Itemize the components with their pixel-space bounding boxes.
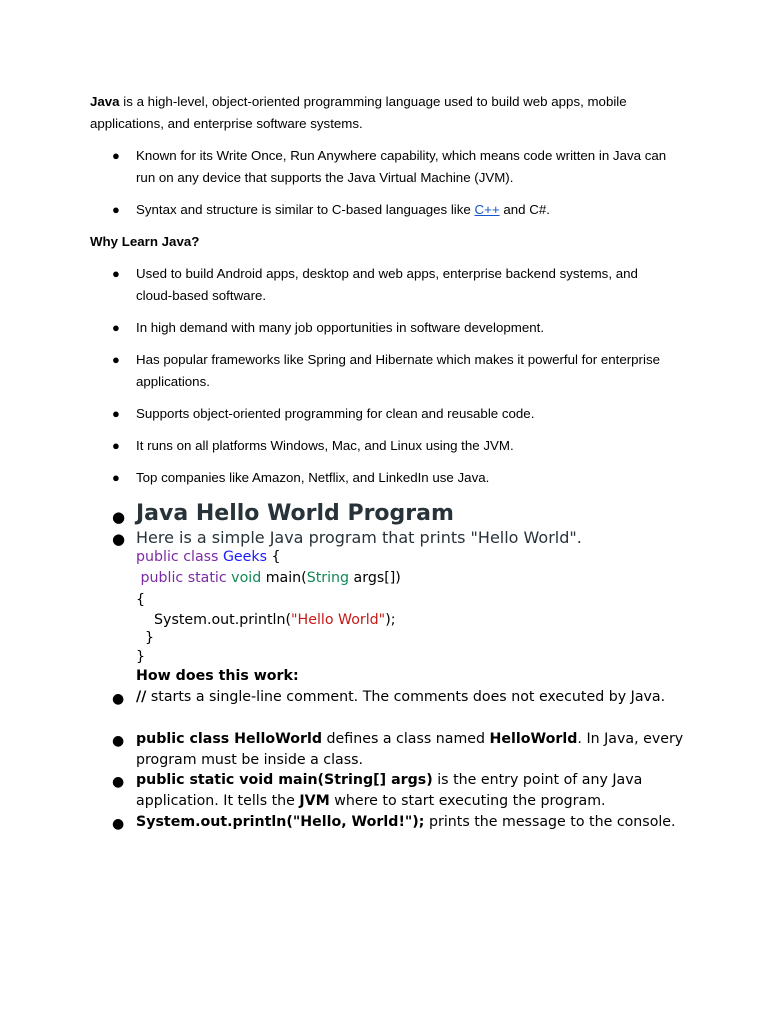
list-item-bold: JVM	[299, 792, 330, 809]
bullet-icon: ●	[112, 438, 120, 453]
bullet-icon: ●	[112, 816, 125, 832]
list-item-bold: public static void main(String[] args)	[136, 772, 433, 788]
code-text: {	[267, 549, 281, 565]
bullet-icon: ●	[112, 320, 120, 335]
code-type: String	[306, 570, 350, 586]
list-item-text-before: Syntax and structure is similar to C-based languages like	[136, 202, 475, 217]
code-string: "Hello World"	[291, 612, 386, 628]
hello-heading: Java Hello World Program	[136, 501, 454, 526]
how-heading: How does this work:	[136, 668, 299, 684]
list-item-plain: defines a class named	[322, 731, 490, 747]
list-item-plain: prints the message to the console.	[424, 814, 676, 830]
list-item-text: Used to build Android apps, desktop and web apps, enterprise backend systems, and cloud-based software.	[136, 266, 638, 303]
list-item-bold: HelloWorld	[489, 731, 578, 747]
bullet-icon: ●	[112, 148, 120, 163]
list-item-text	[136, 687, 686, 708]
code-line: {	[136, 592, 146, 608]
list-item-text: Top companies like Amazon, Netflix, and LinkedIn use Java.	[136, 470, 490, 485]
code-keyword: public class	[136, 549, 223, 565]
list-item-text	[136, 812, 686, 833]
list-item-bold: public class HelloWorld	[136, 731, 323, 747]
list-item-text	[136, 770, 686, 812]
bullet-icon: ●	[112, 691, 125, 707]
list-item-text	[136, 729, 686, 771]
code-line	[136, 610, 396, 630]
list-item-text	[136, 199, 676, 221]
list-item-text: Has popular frameworks like Spring and Hibernate which makes it powerful for enterprise applications.	[136, 352, 660, 389]
list-item-plain: starts a single-line comment. The comments does not executed by Java.	[146, 689, 666, 705]
list-item-text: Known for its Write Once, Run Anywhere capability, which means code written in Java can run on any device that supports the Java Virtual Machine (JVM).	[136, 148, 667, 185]
intro-term: Java	[90, 94, 120, 109]
intro-paragraph	[90, 91, 670, 135]
bullet-icon: ●	[112, 266, 120, 281]
bullet-icon: ●	[112, 774, 125, 790]
why-heading: Why Learn Java?	[90, 234, 200, 249]
code-line: }	[136, 630, 155, 646]
code-line	[136, 547, 281, 567]
list-item-bold: System.out.println("Hello, World!");	[136, 814, 425, 830]
list-item-plain: . In Java, every program must be inside a class.	[136, 731, 684, 768]
hello-heading-item	[112, 500, 712, 530]
code-class-name: Geeks	[222, 549, 267, 565]
list-item-plain: where to start executing the program.	[329, 792, 606, 809]
bullet-icon: ●	[112, 733, 125, 749]
code-line: }	[136, 649, 146, 665]
code-text: System.out.println(	[136, 612, 292, 628]
hello-subtitle: Here is a simple Java program that prints "Hello World".	[136, 528, 582, 547]
intro-text: is a high-level, object-oriented programming language used to build web apps, mobile applications, and enterprise software systems.	[90, 94, 627, 131]
list-item-text: It runs on all platforms Windows, Mac, and Linux using the JVM.	[136, 438, 514, 453]
bullet-icon: ●	[112, 352, 120, 367]
bullet-icon: ●	[112, 508, 126, 526]
code-text: main(	[261, 570, 307, 586]
list-item-text: Supports object-oriented programming for clean and reusable code.	[136, 406, 535, 421]
list-item-text: In high demand with many job opportunities in software development.	[136, 320, 545, 335]
bullet-icon: ●	[112, 406, 120, 421]
bullet-icon: ●	[112, 530, 126, 548]
code-type: void	[231, 570, 262, 586]
cpp-link[interactable]: C++	[474, 202, 500, 217]
code-line	[136, 568, 401, 588]
list-item-plain: is the entry point of any Java application. It tells the	[136, 772, 643, 809]
code-text: args[])	[349, 570, 401, 586]
list-item-text-after: and C#.	[499, 202, 550, 217]
list-item-bold: //	[136, 689, 147, 705]
code-text: );	[385, 612, 396, 628]
bullet-icon: ●	[112, 470, 120, 485]
code-keyword: public static	[136, 570, 232, 586]
bullet-icon: ●	[112, 202, 120, 217]
